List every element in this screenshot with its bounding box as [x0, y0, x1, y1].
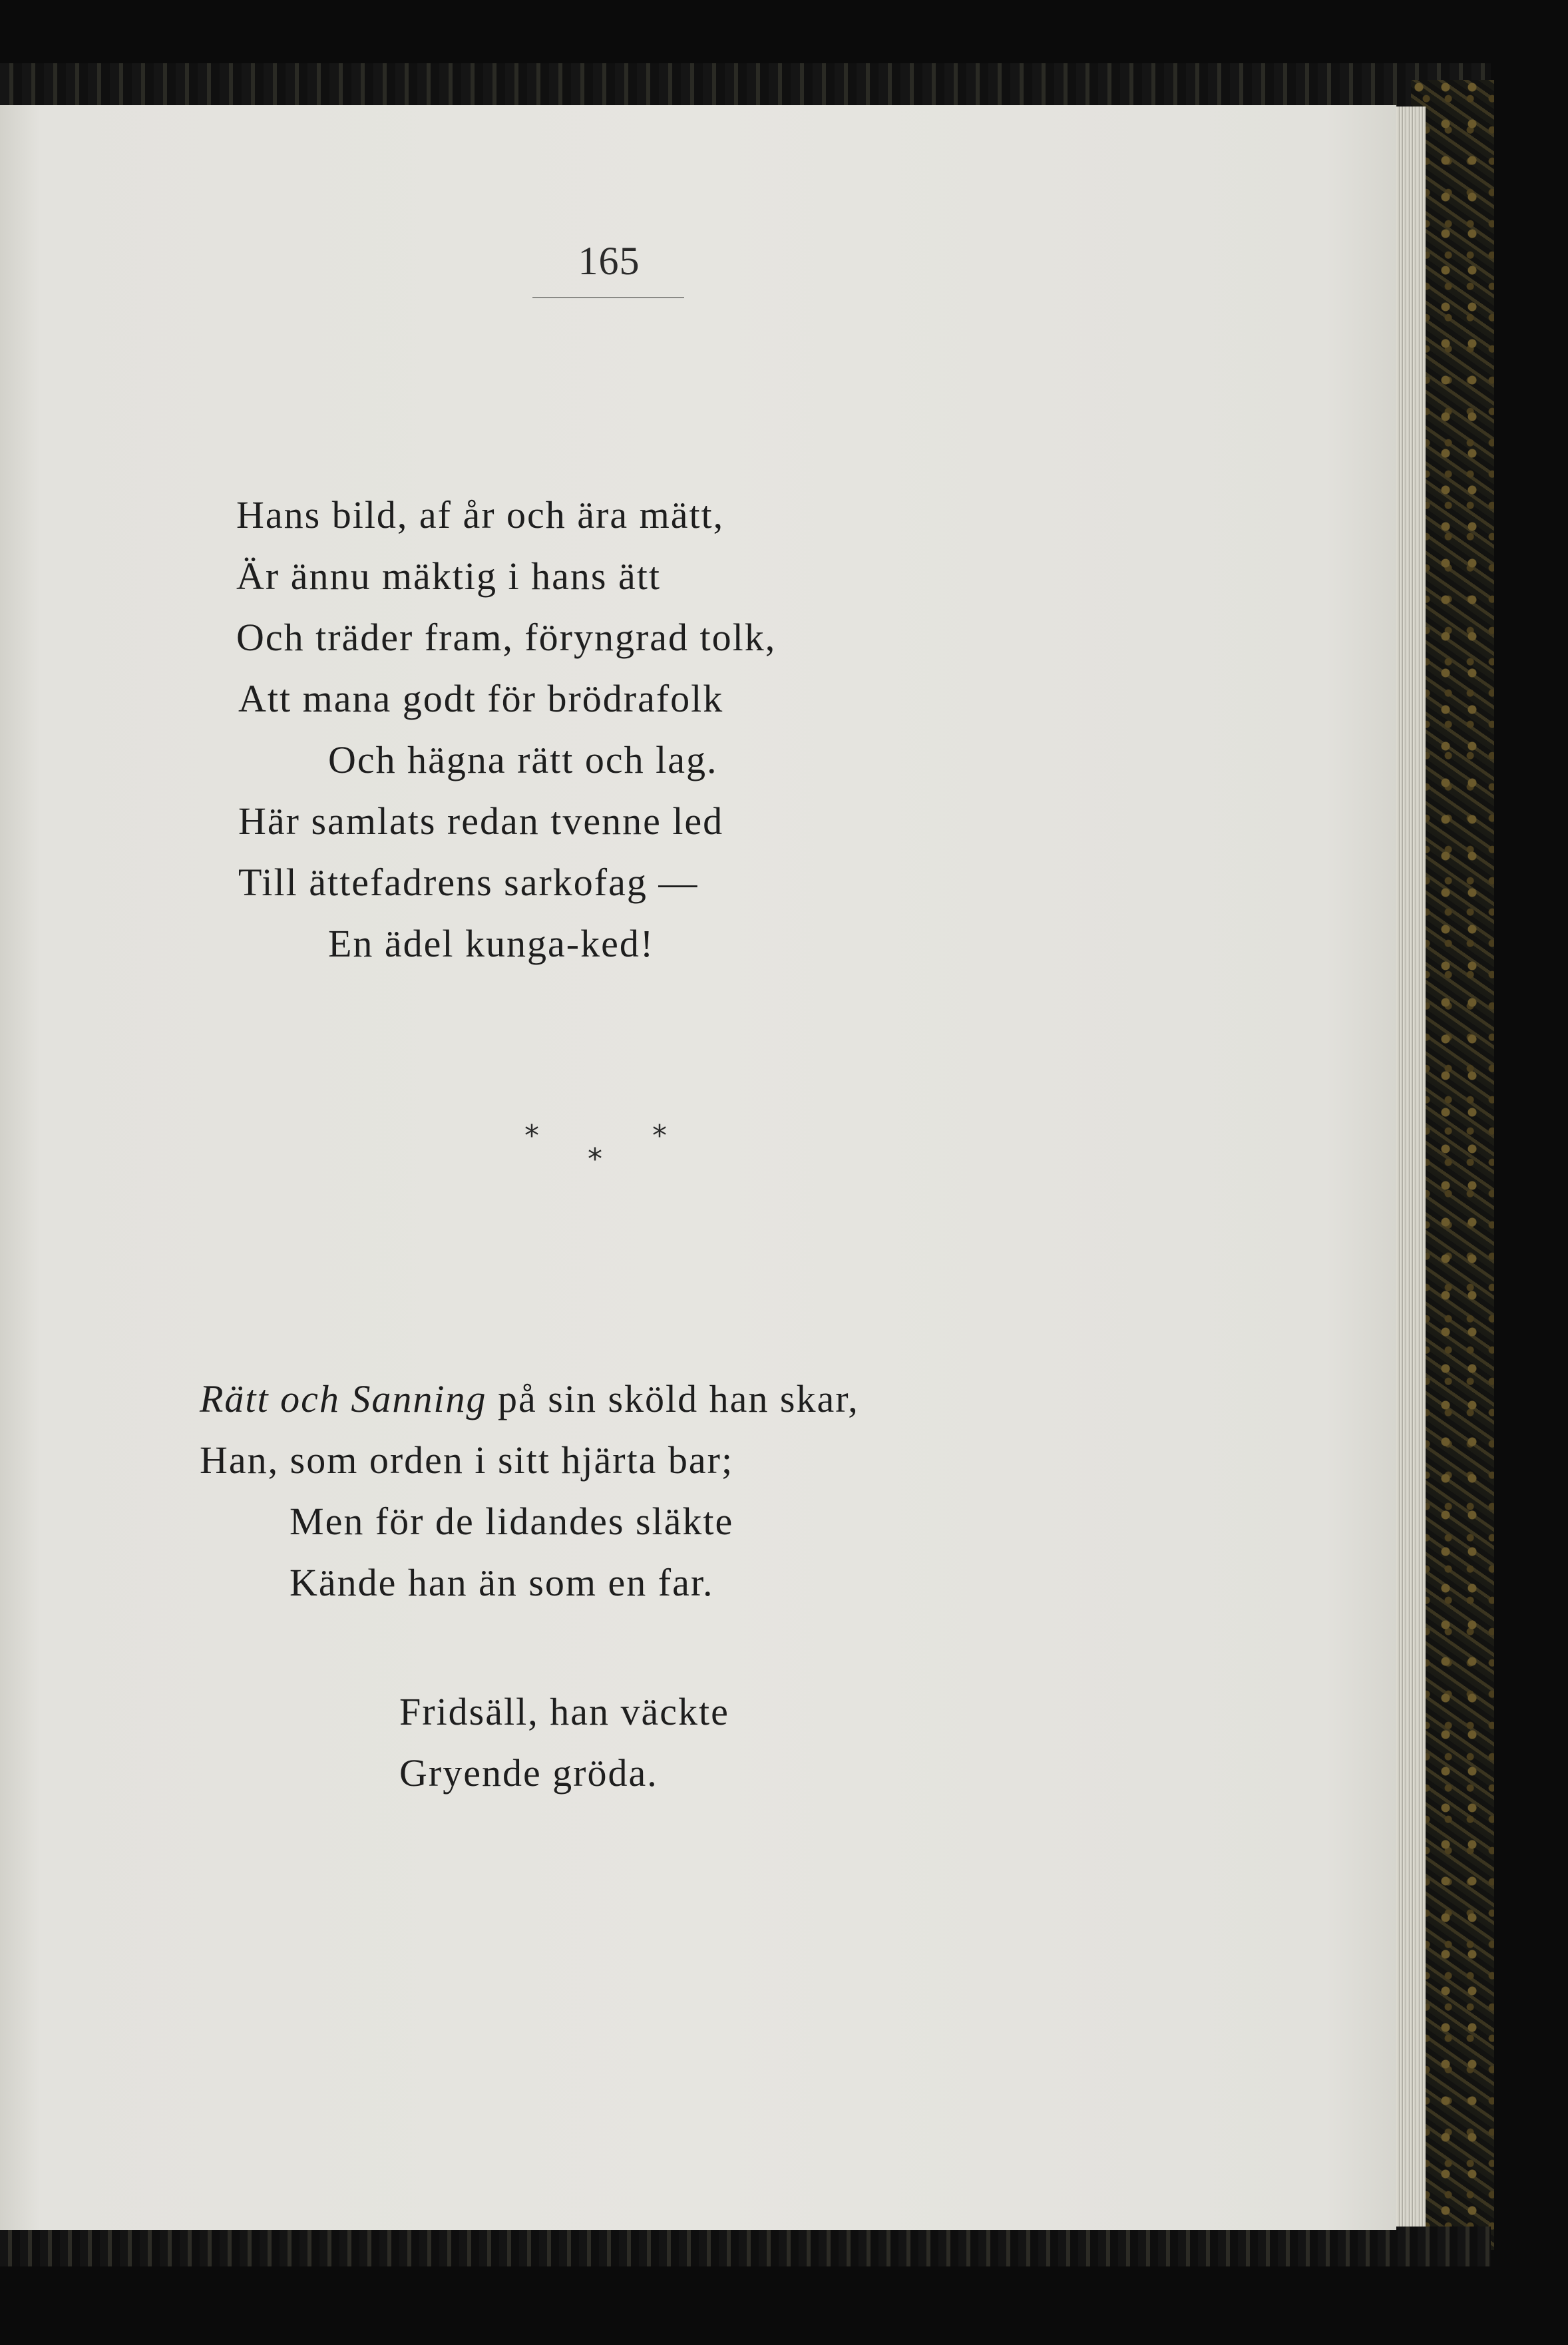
verse-line: Fridsäll, han väckte [399, 1690, 729, 1733]
verse-line-first [200, 1377, 859, 1420]
verse-line: Är ännu mäktig i hans ätt [236, 554, 661, 598]
italic-word-och: och [280, 1377, 340, 1420]
page-number-rule [532, 297, 684, 298]
verse-line: Men för de lidandes släkte [290, 1500, 734, 1543]
book-page [0, 105, 1396, 2230]
verse-line: Gryende gröda. [399, 1751, 658, 1795]
italic-word-ratt: Rätt [200, 1377, 270, 1420]
book-top-edge [0, 63, 1491, 110]
verse-line: En ädel kunga-ked! [328, 922, 655, 965]
page-number: 165 [578, 239, 640, 283]
verse-line: Och hägna rätt och lag. [328, 738, 718, 781]
verse-line: Till ättefadrens sarkofag — [238, 861, 699, 904]
italic-word-sanning: Sanning [351, 1377, 487, 1420]
verse-line-rest: på sin sköld han skar, [498, 1377, 859, 1420]
separator-star: * [588, 1142, 602, 1176]
separator-star: * [524, 1119, 539, 1153]
verse-line: Här samlats redan tvenne led [238, 799, 724, 843]
verse-line: Han, som orden i sitt hjärta bar; [200, 1438, 734, 1482]
verse-line: Hans bild, af år och ära mätt, [236, 493, 725, 536]
verse-line: Och träder fram, föryngrad tolk, [236, 616, 777, 659]
separator-star: * [652, 1119, 667, 1153]
book-bottom-edge [0, 2227, 1491, 2266]
verse-line: Att mana godt för brödrafolk [238, 677, 724, 720]
verse-line: Kände han än som en far. [290, 1561, 714, 1604]
